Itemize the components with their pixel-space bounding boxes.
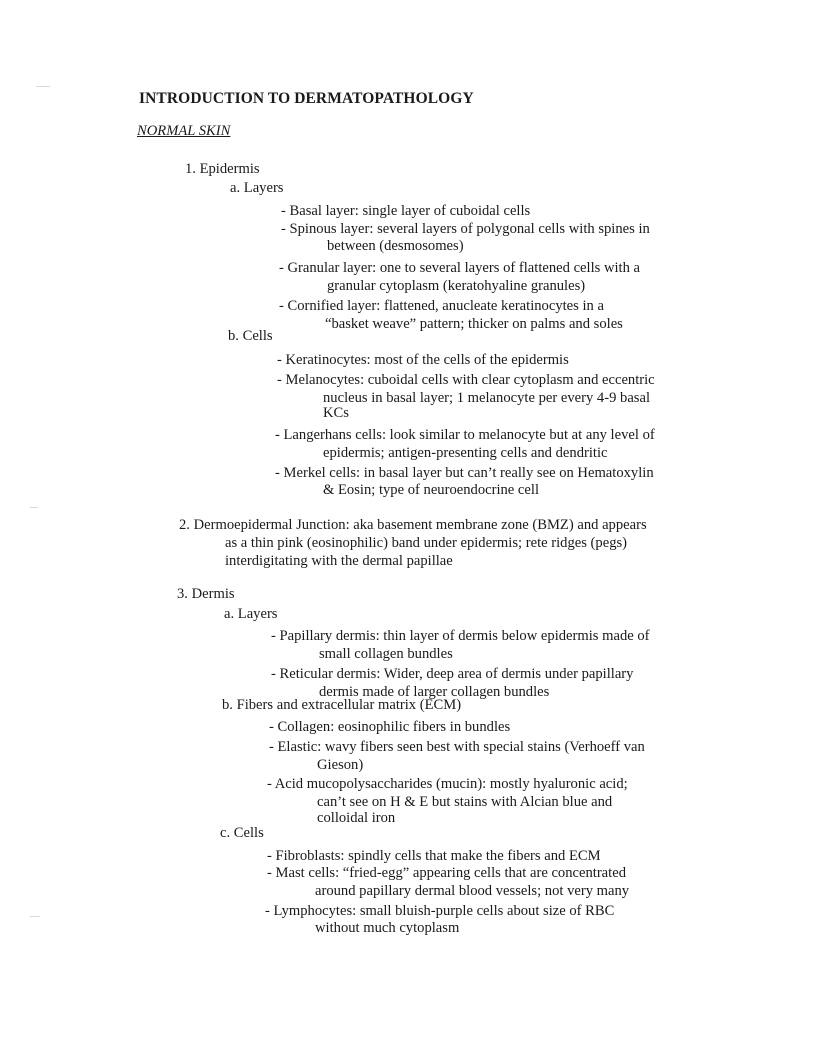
scan-speck (30, 507, 38, 508)
outline-entry-continuation: granular cytoplasm (keratohyaline granules) (327, 278, 586, 294)
outline-entry-reticular-dermis: - Reticular dermis: Wider, deep area of dermis under papillary (271, 666, 634, 682)
outline-entry-continuation: KCs (323, 405, 349, 421)
outline-entry-fibroblasts: - Fibroblasts: spindly cells that make the fibers and ECM (267, 848, 601, 864)
outline-entry-cornified-layer: - Cornified layer: flattened, anucleate keratinocytes in a (279, 298, 604, 314)
outline-entry-continuation: Gieson) (317, 757, 364, 773)
outline-entry-continuation: & Eosin; type of neuroendocrine cell (323, 482, 539, 498)
outline-entry-continuation: between (desmosomes) (327, 238, 464, 254)
outline-entry-merkel-cells: - Merkel cells: in basal layer but can’t really see on Hematoxylin (275, 465, 654, 481)
outline-subitem-fibers-ecm: b. Fibers and extracellular matrix (ECM) (222, 697, 462, 713)
outline-entry-continuation: colloidal iron (317, 810, 396, 826)
document-title: INTRODUCTION TO DERMATOPATHOLOGY (139, 90, 474, 107)
section-heading: NORMAL SKIN (137, 123, 231, 139)
outline-entry-collagen: - Collagen: eosinophilic fibers in bundles (269, 719, 511, 735)
outline-entry-continuation: epidermis; antigen-presenting cells and dendritic (323, 445, 608, 461)
outline-entry-langerhans-cells: - Langerhans cells: look similar to melanocyte but at any level of (275, 427, 655, 443)
outline-entry-lymphocytes: - Lymphocytes: small bluish-purple cells about size of RBC (265, 903, 615, 919)
outline-item-epidermis: 1. Epidermis (185, 161, 260, 177)
outline-entry-melanocytes: - Melanocytes: cuboidal cells with clear cytoplasm and eccentric (277, 372, 655, 388)
outline-item-dermoepidermal-junction: 2. Dermoepidermal Junction: aka basement membrane zone (BMZ) and appears (179, 517, 647, 533)
outline-entry-continuation: “basket weave” pattern; thicker on palms and soles (325, 316, 623, 332)
outline-entry-continuation: small collagen bundles (319, 646, 453, 662)
outline-entry-acid-mucopolysaccharides: - Acid mucopolysaccharides (mucin): mostly hyaluronic acid; (267, 776, 628, 792)
outline-subitem-layers: a. Layers (230, 180, 284, 196)
outline-subitem-layers: a. Layers (224, 606, 278, 622)
outline-item-dermis: 3. Dermis (177, 586, 235, 602)
outline-entry-continuation: nucleus in basal layer; 1 melanocyte per every 4-9 basal (323, 390, 651, 406)
outline-entry-keratinocytes: - Keratinocytes: most of the cells of the epidermis (277, 352, 569, 368)
outline-entry-continuation: around papillary dermal blood vessels; not very many (315, 883, 630, 899)
outline-entry-continuation: dermis made of larger collagen bundles (319, 684, 550, 700)
outline-entry-continuation: without much cytoplasm (315, 920, 460, 936)
outline-entry-mast-cells: - Mast cells: “fried-egg” appearing cells that are concentrated (267, 865, 626, 881)
outline-entry-continuation: as a thin pink (eosinophilic) band under epidermis; rete ridges (pegs) (225, 535, 628, 551)
outline-entry-continuation: interdigitating with the dermal papillae (225, 553, 453, 569)
outline-subitem-cells: c. Cells (220, 825, 264, 841)
outline-entry-papillary-dermis: - Papillary dermis: thin layer of dermis below epidermis made of (271, 628, 650, 644)
scan-speck (30, 916, 40, 917)
scan-speck (36, 86, 50, 87)
outline-entry-continuation: can’t see on H & E but stains with Alcian blue and (317, 794, 613, 810)
outline-entry-spinous-layer: - Spinous layer: several layers of polygonal cells with spines in (281, 221, 650, 237)
outline-entry-granular-layer: - Granular layer: one to several layers of flattened cells with a (279, 260, 641, 276)
outline-entry-basal-layer: - Basal layer: single layer of cuboidal cells (281, 203, 531, 219)
outline-subitem-cells: b. Cells (228, 328, 273, 344)
outline-entry-elastic: - Elastic: wavy fibers seen best with special stains (Verhoeff van (269, 739, 645, 755)
